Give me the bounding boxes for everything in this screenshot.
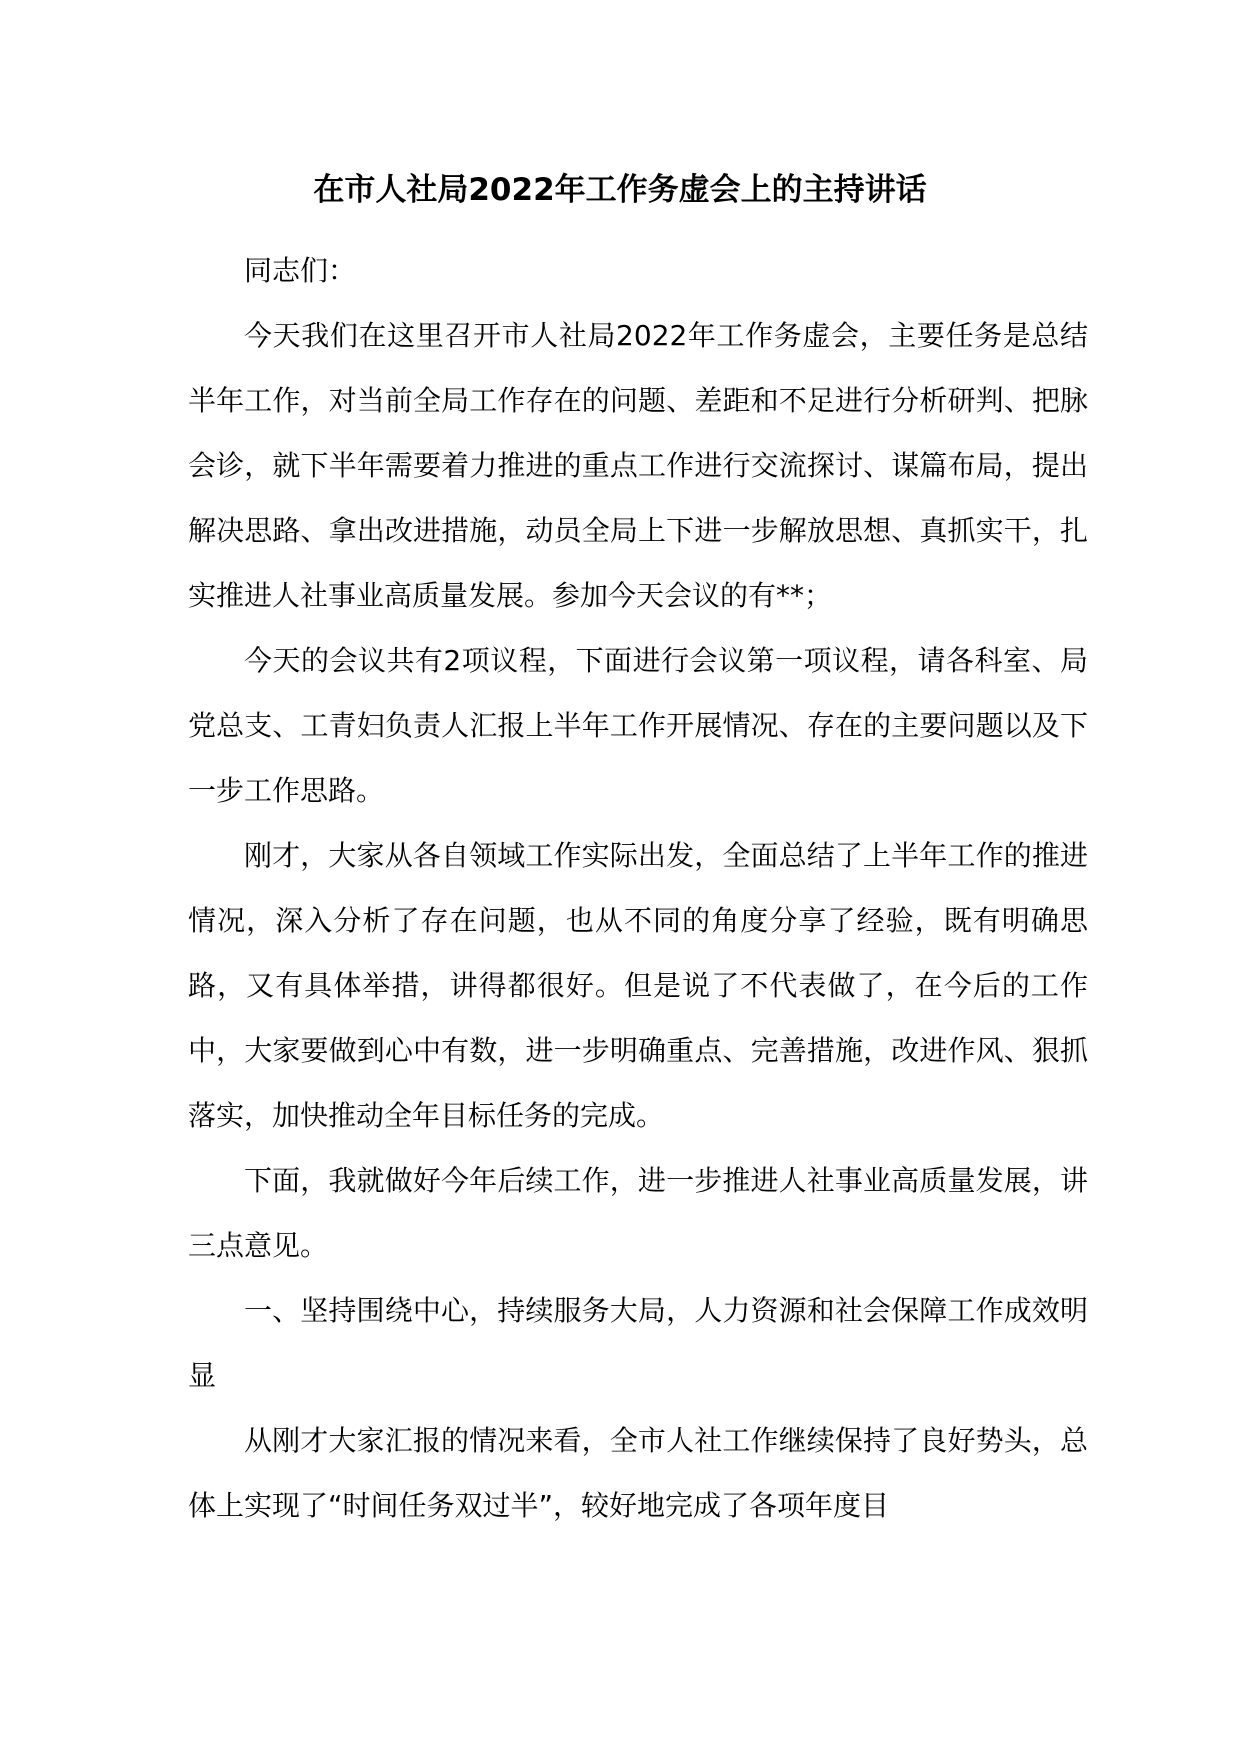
document-title: 在市人社局2022年工作务虚会上的主持讲话 <box>313 172 927 208</box>
paragraph-opening: 今天我们在这里召开市人社局2022年工作务虚会，主要任务是总结半年工作，对当前全局工作存在的问题、差距和不足进行分析研判、把脉会诊，就下半年需要着力推进的重点工作进行交流探讨、谋篇布局，提出解决思路、拿出改进措施，动员全局上下进一步解放思想、真抓实干，扎实推进人社事业高质量发展。参加今天会议的有**； <box>188 319 1088 612</box>
document-body <box>188 238 1088 1538</box>
paragraph-section-one-body: 从刚才大家汇报的情况来看，全市人社工作继续保持了良好势头，总体上实现了“时间任务双过半”，较好地完成了各项年度目 <box>188 1424 1088 1522</box>
section-heading-one: 一、坚持围绕中心，持续服务大局，人力资源和社会保障工作成效明显 <box>188 1294 1088 1392</box>
paragraph-summary: 刚才，大家从各自领域工作实际出发，全面总结了上半年工作的推进情况，深入分析了存在问题，也从不同的角度分享了经验，既有明确思路，又有具体举措，讲得都很好。但是说了不代表做了，在今后的工作中，大家要做到心中有数，进一步明确重点、完善措施，改进作风、狠抓落实，加快推动全年目标任务的完成。 <box>188 839 1088 1132</box>
paragraph-salutation: 同志们： <box>244 254 357 287</box>
paragraph-intro-opinions: 下面，我就做好今年后续工作，进一步推进人社事业高质量发展，讲三点意见。 <box>188 1164 1088 1262</box>
paragraph-agenda: 今天的会议共有2项议程，下面进行会议第一项议程，请各科室、局党总支、工青妇负责人汇报上半年工作开展情况、存在的主要问题以及下一步工作思路。 <box>188 644 1088 807</box>
